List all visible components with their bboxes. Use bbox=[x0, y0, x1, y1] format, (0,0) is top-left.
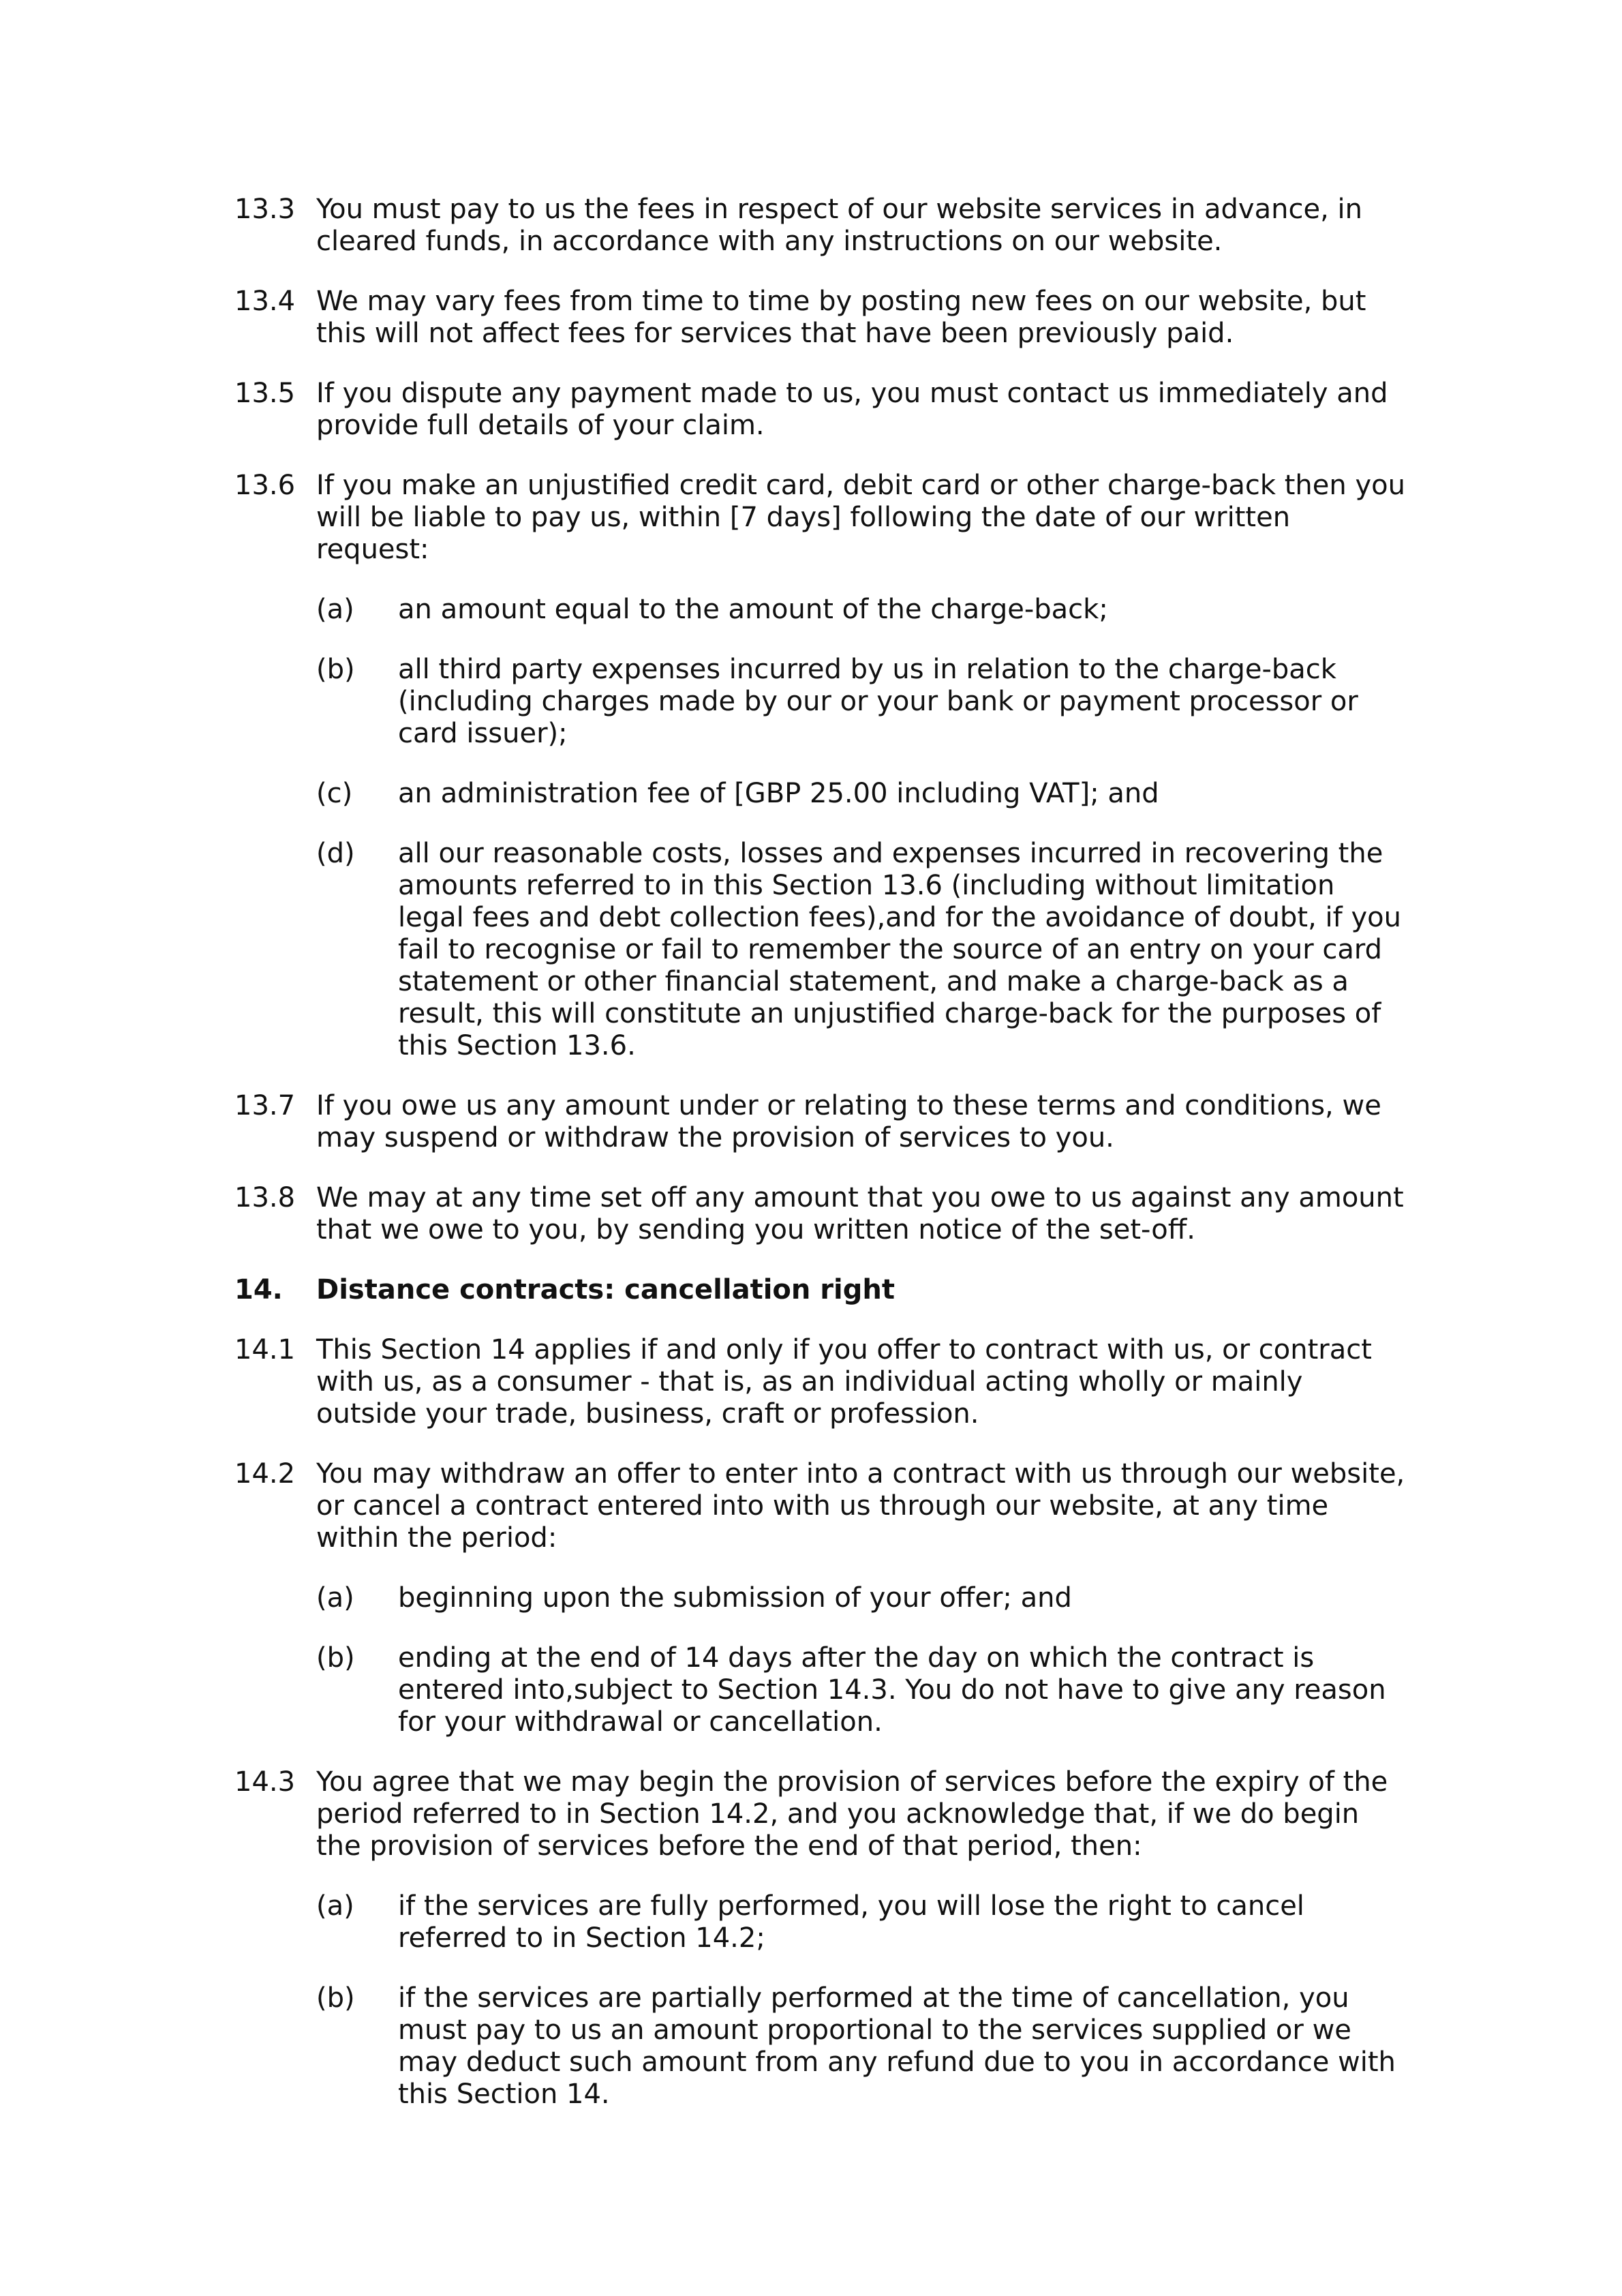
clause-13-8 bbox=[234, 1182, 1407, 1246]
section-heading-14 bbox=[234, 1274, 1407, 1306]
clause-text: You agree that we may begin the provision of services before the expiry of the period referred to in Section 14.2, and you acknowledge that, if we do begin the provision of services before the end of that period, then: bbox=[316, 1766, 1388, 1862]
subclause-text: all third party expenses incurred by us in relation to the charge-back (including charges made by our or your bank or payment processor or card issuer); bbox=[398, 654, 1358, 749]
clause-number: 13.6 bbox=[234, 470, 296, 501]
document-body bbox=[234, 194, 1407, 2139]
clause-text: You may withdraw an offer to enter into a contract with us through our website, or cancel a contract entered into with us through our website, at any time within the period: bbox=[316, 1458, 1405, 1554]
subclause-14-2-b bbox=[316, 1642, 1407, 1738]
subclause-label: (b) bbox=[316, 1982, 355, 2014]
clause-14-1 bbox=[234, 1334, 1407, 1430]
clause-text: You must pay to us the fees in respect of our website services in advance, in cleared funds, in accordance with any instructions on our website. bbox=[316, 194, 1362, 257]
subclause-text: if the services are partially performed at the time of cancellation, you must pay to us an amount proportional to the services supplied or we may deduct such amount from any refund due to you in accordance with this Section 14. bbox=[398, 1982, 1396, 2110]
clause-number: 13.7 bbox=[234, 1090, 296, 1121]
subclause-text: if the services are fully performed, you will lose the right to cancel referred to in Section 14.2; bbox=[398, 1890, 1304, 1954]
subclause-label: (b) bbox=[316, 1642, 355, 1674]
section-number: 14. bbox=[234, 1274, 283, 1305]
subclause-label: (d) bbox=[316, 838, 355, 869]
subclause-text: beginning upon the submission of your offer; and bbox=[398, 1582, 1072, 1614]
subclause-13-6-d bbox=[316, 838, 1407, 1062]
clause-number: 13.8 bbox=[234, 1182, 296, 1213]
subclause-14-2-a bbox=[316, 1582, 1407, 1614]
clause-13-4 bbox=[234, 286, 1407, 350]
subclause-text: ending at the end of 14 days after the day on which the contract is entered into,subject to Section 14.3. You do not have to give any reason for your withdrawal or cancellation. bbox=[398, 1642, 1386, 1738]
clause-text: If you make an unjustified credit card, debit card or other charge-back then you will be liable to pay us, within [7 days] following the date of our written request: bbox=[316, 470, 1405, 565]
clause-number: 13.4 bbox=[234, 286, 296, 317]
clause-text: We may vary fees from time to time by posting new fees on our website, but this will not affect fees for services that have been previously paid. bbox=[316, 286, 1366, 349]
subclause-label: (a) bbox=[316, 1890, 354, 1922]
clause-number: 14.2 bbox=[234, 1458, 296, 1490]
clause-13-7 bbox=[234, 1090, 1407, 1154]
subclause-text: an amount equal to the amount of the charge-back; bbox=[398, 594, 1108, 625]
subclause-text: all our reasonable costs, losses and expenses incurred in recovering the amounts referred to in this Section 13.6 (including without limitation legal fees and debt collection fees),and for the avoidance of doubt, if you fail to recognise or fail to remember the source of an entry on your card statement or other financial statement, and make a charge-back as a result, this will constitute an unjustified charge-back for the purposes of this Section 13.6. bbox=[398, 838, 1401, 1061]
clause-number: 14.1 bbox=[234, 1334, 296, 1365]
clause-14-2 bbox=[234, 1458, 1407, 1554]
clause-number: 13.3 bbox=[234, 194, 296, 225]
clause-text: If you owe us any amount under or relating to these terms and conditions, we may suspend or withdraw the provision of services to you. bbox=[316, 1090, 1381, 1153]
clause-text: This Section 14 applies if and only if you offer to contract with us, or contract with us, as a consumer - that is, as an individual acting wholly or mainly outside your trade, business, craft or profession. bbox=[316, 1334, 1372, 1430]
clause-text: We may at any time set off any amount that you owe to us against any amount that we owe to you, by sending you written notice of the set-off. bbox=[316, 1182, 1404, 1245]
subclause-label: (b) bbox=[316, 654, 355, 685]
clause-number: 13.5 bbox=[234, 378, 296, 409]
subclause-13-6-a bbox=[316, 594, 1407, 626]
subclause-label: (c) bbox=[316, 778, 353, 809]
clause-14-3 bbox=[234, 1766, 1407, 1862]
clause-text: If you dispute any payment made to us, you must contact us immediately and provide full details of your claim. bbox=[316, 378, 1388, 441]
subclause-text: an administration fee of [GBP 25.00 including VAT]; and bbox=[398, 778, 1159, 809]
section-title: Distance contracts: cancellation right bbox=[316, 1274, 895, 1305]
subclause-label: (a) bbox=[316, 594, 354, 625]
clause-13-3 bbox=[234, 194, 1407, 258]
clause-number: 14.3 bbox=[234, 1766, 296, 1798]
subclause-14-3-b bbox=[316, 1982, 1407, 2111]
subclause-label: (a) bbox=[316, 1582, 354, 1614]
subclause-14-3-a bbox=[316, 1890, 1407, 1954]
subclause-13-6-c bbox=[316, 778, 1407, 810]
subclause-13-6-b bbox=[316, 654, 1407, 750]
clause-13-5 bbox=[234, 378, 1407, 442]
clause-13-6 bbox=[234, 470, 1407, 566]
